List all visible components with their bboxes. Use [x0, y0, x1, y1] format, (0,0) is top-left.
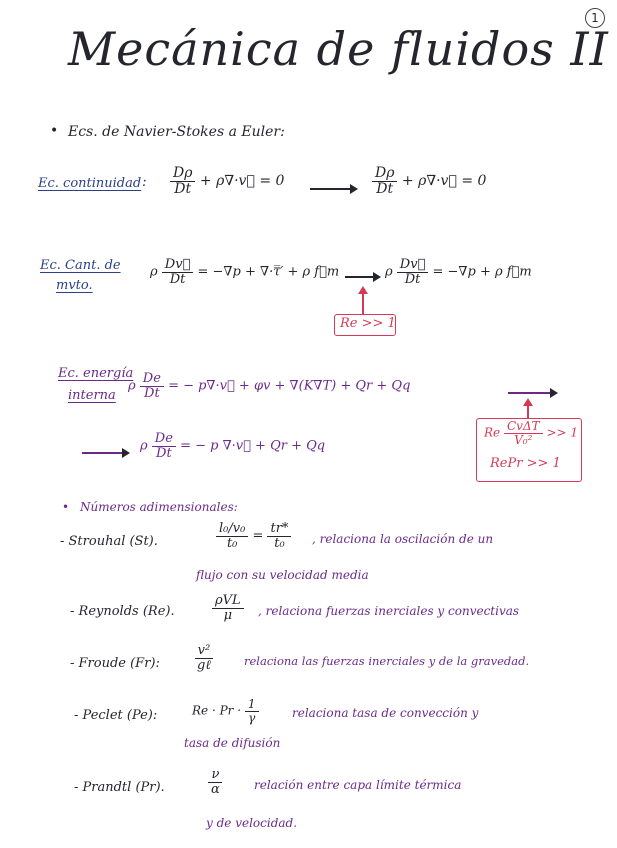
energy-cond1-prefix: Re: [484, 425, 501, 440]
energy-line2: [140, 432, 325, 460]
bullet: •: [50, 123, 59, 139]
energy-rho: ρ: [128, 378, 136, 394]
strouhal-eq-den: t₀: [274, 535, 285, 551]
froude-desc: relaciona las fuerzas inerciales y de la gravedad.: [244, 654, 530, 668]
momentum-condition: Re >> 1: [340, 316, 396, 331]
peclet-expr-text: Re · Pr ·: [192, 703, 242, 718]
peclet-desc2: tasa de difusión: [184, 736, 281, 750]
reynolds-den: μ: [223, 607, 233, 623]
continuity-lhs: [170, 166, 284, 196]
energy-arrow: [508, 392, 556, 394]
energy-frac-den: Dt: [144, 385, 160, 401]
energy-line2-arrow: [82, 452, 128, 454]
prandtl-expr: [208, 768, 223, 796]
continuity-lhs-num: Dρ: [170, 166, 195, 182]
momentum-label-line2: mvto.: [56, 278, 93, 293]
strouhal-desc1: , relaciona la oscilación de un: [312, 532, 494, 546]
momentum-rhs-rest: = −∇p + ρ f⃗m: [432, 264, 532, 280]
energy-cond1-den: V₀²: [514, 432, 533, 447]
page-title: Mecánica de fluidos II: [68, 22, 609, 76]
continuity-arrow: [310, 188, 356, 190]
energy-equation: [128, 372, 410, 400]
prandtl-desc2: y de velocidad.: [206, 816, 298, 830]
momentum-condition-arrow: [362, 292, 364, 314]
momentum-rest: = −∇p + ∇·τ̿′ + ρ f⃗m: [197, 264, 340, 280]
strouhal-name: - Strouhal (St).: [60, 534, 158, 549]
energy-condition-2: RePr >> 1: [490, 456, 561, 471]
continuity-lhs-den: Dt: [174, 180, 192, 197]
peclet-den: γ: [248, 710, 256, 725]
section-heading: Ecs. de Navier-Stokes a Euler:: [68, 124, 285, 140]
continuity-rhs-rest: + ρ∇·v⃗ = 0: [401, 173, 487, 190]
strouhal-desc2: flujo con su velocidad media: [196, 568, 369, 582]
continuity-rhs-den: Dt: [376, 180, 394, 197]
continuity-colon: :: [142, 174, 147, 190]
strouhal-num: l₀/v₀: [216, 522, 248, 537]
momentum-frac-den: Dt: [169, 271, 186, 287]
peclet-num: 1: [245, 698, 259, 712]
continuity-rhs: [372, 166, 486, 196]
momentum-label-line1: Ec. Cant. de: [40, 258, 121, 273]
prandtl-den: α: [211, 781, 220, 797]
continuity-label: Ec. continuidad: [38, 176, 142, 191]
momentum-rho: ρ: [150, 264, 158, 280]
froude-expr: [194, 644, 214, 672]
momentum-rhs-rho: ρ: [385, 264, 393, 280]
page-number: 1: [591, 11, 599, 25]
prandtl-desc1: relación entre capa límite térmica: [254, 778, 462, 792]
momentum-arrow: [345, 276, 379, 278]
froude-name: - Froude (Fr):: [70, 656, 160, 671]
momentum-equation: [150, 258, 339, 286]
froude-num: v²: [195, 644, 214, 659]
energy-frac-num: De: [140, 372, 164, 387]
reynolds-name: - Reynolds (Re).: [70, 604, 175, 619]
energy-label-line2: interna: [68, 388, 116, 403]
continuity-rhs-num: Dρ: [372, 166, 397, 182]
energy-cond1-suffix: >> 1: [546, 425, 578, 440]
adim-bullet: •: [62, 500, 70, 514]
momentum-rhs: [385, 258, 532, 286]
prandtl-name: - Prandtl (Pr).: [74, 780, 165, 795]
strouhal-expr: $\frac{\text{l₀/v₀}}{\text{t₀}}$ = $\frac{tr*}{\text{t₀}}$: [216, 522, 291, 550]
energy-cond1-num: CvΔT: [504, 420, 543, 434]
adim-heading: Números adimensionales:: [80, 500, 238, 514]
momentum-rhs-num: Dv⃗: [397, 258, 429, 273]
strouhal-eq-num: tr*: [267, 522, 291, 537]
reynolds-desc: , relaciona fuerzas inerciales y convectivas: [258, 604, 520, 618]
reynolds-num: ρVL: [212, 594, 244, 609]
energy-line2-den: Dt: [156, 445, 172, 461]
energy-condition-1: [484, 420, 578, 446]
momentum-frac-num: Dv⃗: [162, 258, 194, 273]
energy-line2-num: De: [152, 432, 176, 447]
peclet-desc1: relaciona tasa de convección y: [292, 706, 479, 720]
prandtl-num: ν: [208, 768, 222, 783]
momentum-rhs-den: Dt: [404, 271, 421, 287]
froude-den: gℓ: [197, 657, 211, 673]
reynolds-expr: [212, 594, 244, 622]
energy-line2-rho: ρ: [140, 438, 148, 454]
peclet-expr: [192, 698, 259, 724]
peclet-name: - Peclet (Pe):: [74, 708, 158, 723]
continuity-lhs-rest: + ρ∇·v⃗ = 0: [199, 173, 285, 190]
energy-rest: = − p∇·v⃗ + φv + ∇(K∇T) + Qr + Qq: [168, 378, 411, 394]
energy-condition-arrow: [527, 404, 529, 418]
energy-line2-rest: = − p ∇·v⃗ + Qr + Qq: [180, 438, 326, 454]
strouhal-den: t₀: [226, 535, 238, 551]
energy-label-line1: Ec. energía: [58, 366, 134, 381]
